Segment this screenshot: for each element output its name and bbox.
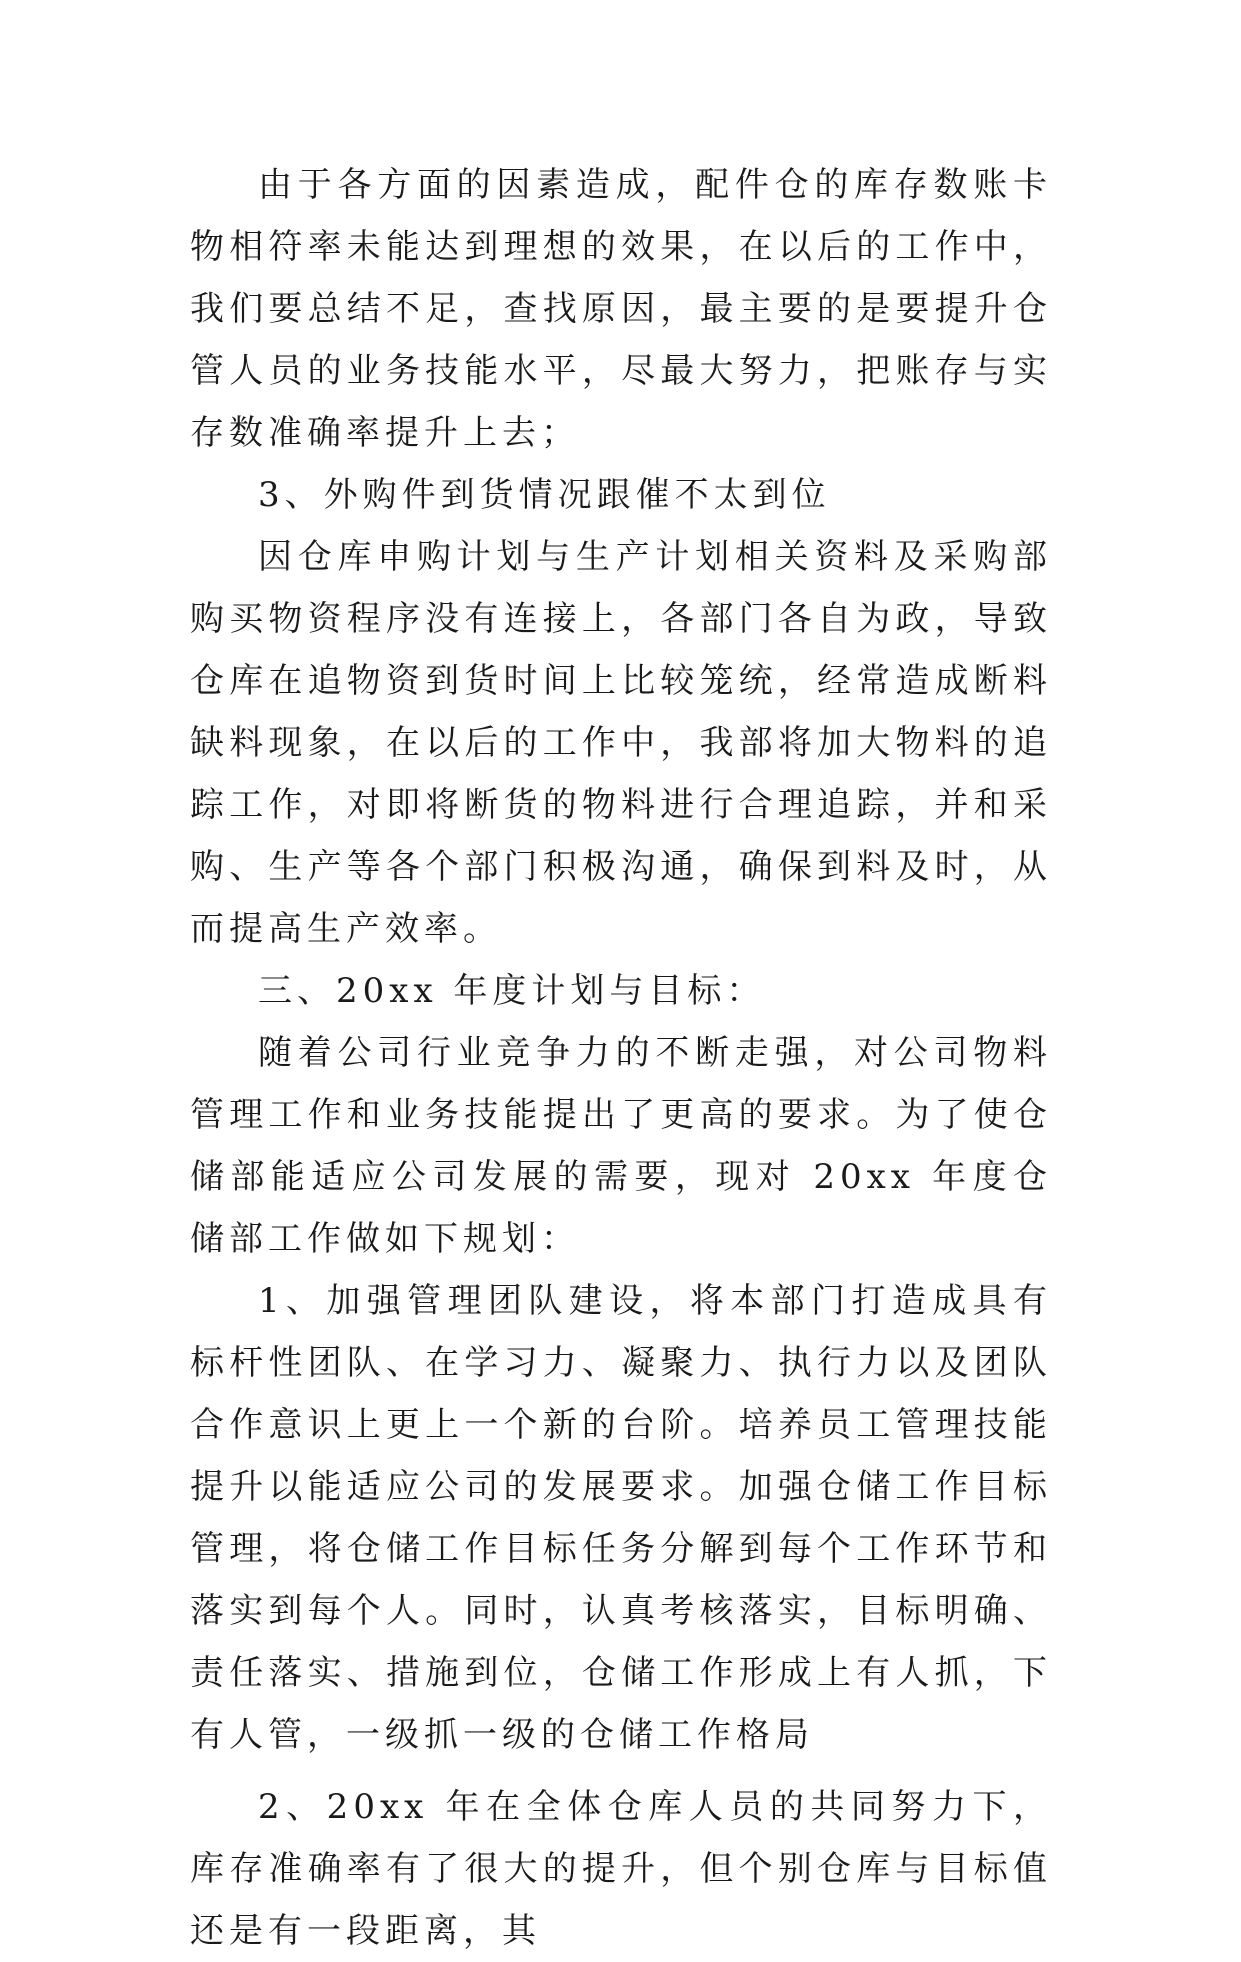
heading-purchased-parts-followup: 3、外购件到货情况跟催不太到位 — [258, 475, 831, 515]
paragraph-team-building: 1、加强管理团队建设，将本部门打造成具有标杆性团队、在学习力、凝聚力、执行力以及团队合作意识上更上一个新的台阶。培养员工管理技能提升以能适应公司的发展要求。加强仓储工作目标管理，将仓储工作目标任务分解到每个工作环节和落实到每个人。同时，认真考核落实，目标明确、责任落实、措施到位，仓储工作形成上有人抓，下有人管，一级抓一级的仓储工作格局 — [190, 1281, 1052, 1755]
paragraph-inventory-accuracy-improvement: 2、20xx 年在全体仓库人员的共同努力下，库存准确率有了很大的提升，但个别仓库与目标值还是有一段距离，其 — [190, 1787, 1052, 1951]
paragraph-inventory-accuracy: 由于各方面的因素造成，配件仓的库存数账卡物相符率未能达到理想的效果，在以后的工作中，我们要总结不足，查找原因，最主要的是要提升仓管人员的业务技能水平，尽最大努力，把账存与实存数准确率提升上去； — [190, 165, 1052, 453]
document-page — [190, 154, 1052, 1962]
paragraph-competitiveness-requirements: 随着公司行业竞争力的不断走强，对公司物料管理工作和业务技能提出了更高的要求。为了使仓储部能适应公司发展的需要，现对 20xx 年度仓储部工作做如下规划： — [190, 1033, 1052, 1259]
heading-annual-plan-goals: 三、20xx 年度计划与目标： — [258, 971, 766, 1011]
paragraph-purchase-plan-connection: 因仓库申购计划与生产计划相关资料及采购部购买物资程序没有连接上，各部门各自为政，导致仓库在追物资到货时间上比较笼统，经常造成断料缺料现象，在以后的工作中，我部将加大物料的追踪工作，对即将断货的物料进行合理追踪，并和采购、生产等各个部门积极沟通，确保到料及时，从而提高生产效率。 — [190, 537, 1052, 949]
